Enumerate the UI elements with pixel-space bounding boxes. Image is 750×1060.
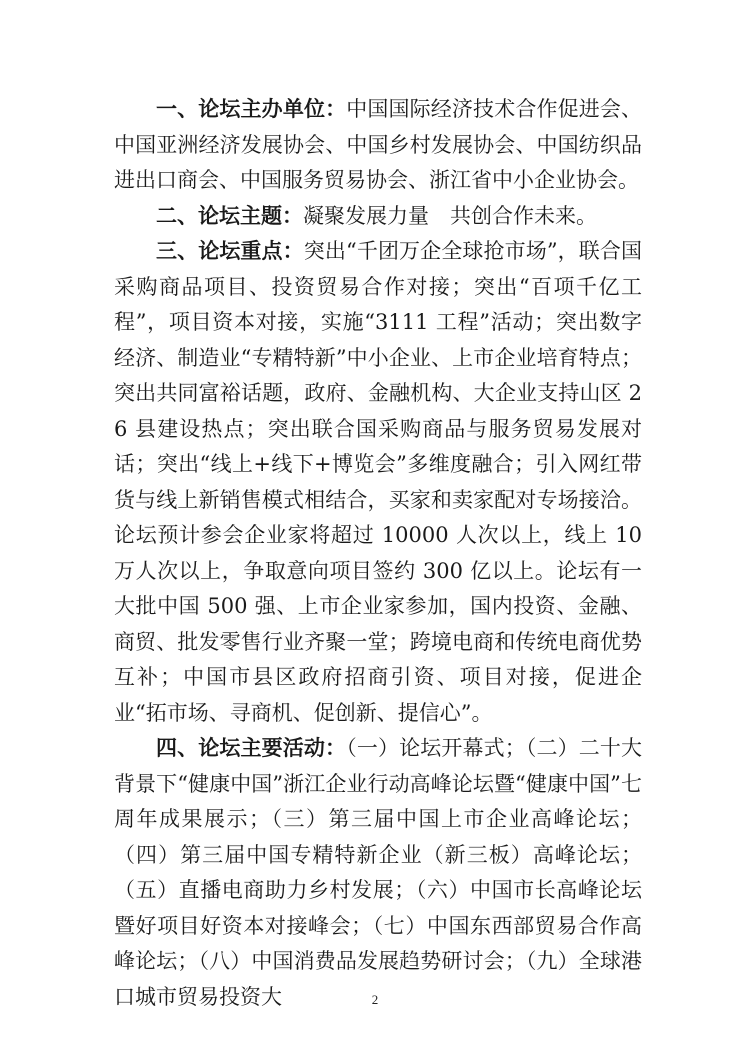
section-heading: 二、论坛主题： bbox=[156, 203, 303, 228]
section-text: 突出“千团万企全球抢市场”，联合国采购商品项目、投资贸易合作对接；突出“百项千亿工程”，项目资本对接，实施“3111 工程”活动；突出数字经济、制造业“专精特新”中小企业、上市企业培育特点；突出共同富裕话题，政府、金融机构、大企业支持山区 26 县建设热点；突出联合国采购商品与服务贸易发展对话；突出“线上+线下+博览会”多维度融合；引入网红带货与线上新销售模式相结合，买家和卖家配对专场接洽。论坛预计参会企业家将超过 10000 人次以上，线上 10 万人次以上，争取意向项目签约 300 亿以上。论坛有一大批中国 500 强、上市企业家参加，国内投资、金融、商贸、批发零售行业齐聚一堂；跨境电商和传统电商优势互补；中国市县区政府招商引资、项目对接，促进企业“拓市场、寻商机、促创新、提信心”。 bbox=[114, 239, 642, 725]
section-text: （一）论坛开幕式；（二）二十大背景下“健康中国”浙江企业行动高峰论坛暨“健康中国”七周年成果展示；（三）第三届中国上市企业高峰论坛；（四）第三届中国专精特新企业（新三板）高峰论坛；（五）直播电商助力乡村发展；（六）中国市长高峰论坛暨好项目好资本对接峰会；（七）中国东西部贸易合作高峰论坛；（八）中国消费品发展趋势研讨会；（九）全球港口城市贸易投资大 bbox=[114, 736, 643, 1009]
section-theme bbox=[114, 199, 642, 235]
section-heading: 三、论坛重点： bbox=[156, 239, 304, 263]
section-organizers bbox=[114, 92, 642, 199]
section-heading: 四、论坛主要活动： bbox=[156, 736, 347, 760]
section-text: 中国国际经济技术合作促进会、中国亚洲经济发展协会、中国乡村发展协会、中国纺织品进出口商会、中国服务贸易协会、浙江省中小企业协会。 bbox=[114, 97, 643, 192]
document-body bbox=[114, 92, 642, 1015]
section-text: 凝聚发展力量 共创合作未来。 bbox=[303, 203, 597, 228]
section-focus bbox=[114, 234, 642, 731]
page-number: 2 bbox=[371, 992, 379, 1007]
section-activities bbox=[114, 731, 642, 1015]
section-heading: 一、论坛主办单位： bbox=[156, 97, 347, 121]
